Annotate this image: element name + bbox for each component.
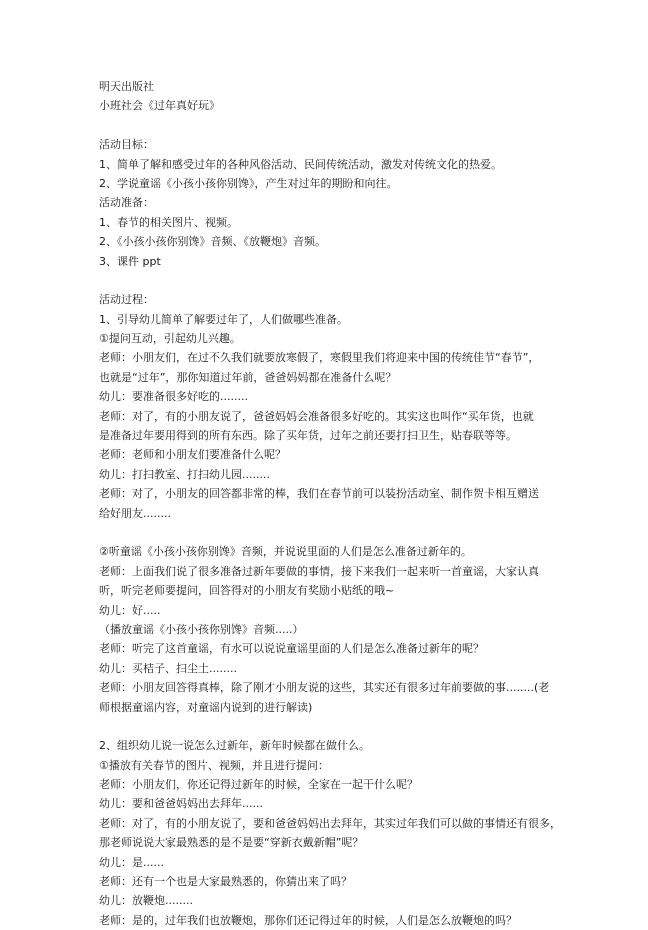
text-line: 1、春节的相关图片、视频。 — [99, 215, 238, 229]
text-line: （播放童谣《小孩小孩你别馋》音频.....） — [99, 622, 304, 636]
text-line: ①播放有关春节的图片、视频，并且进行提问： — [99, 758, 329, 772]
text-line: 老师：听完了这首童谣，有水可以说说童谣里面的人们是怎么准备过新年的呢？ — [99, 642, 484, 656]
text-line: 幼儿：是...... — [99, 855, 164, 869]
text-line: 老师：上面我们说了很多准备过新年要做的事情，接下来我们一起来听一首童谣，大家认真 — [99, 564, 539, 578]
text-line: 幼儿：要和爸爸妈妈出去拜年...... — [99, 797, 263, 811]
text-line: 师根据童谣内容，对童谣内说到的进行解读) — [99, 700, 313, 714]
text-line: 老师：对了，小朋友的回答都非常的棒，我们在春节前可以装扮活动室、制作贺卡相互赠送 — [99, 487, 539, 501]
text-line: 活动目标： — [99, 138, 154, 152]
text-line: 是准备过年要用得到的所有东西。除了买年货，过年之前还要打扫卫生，贴春联等等。 — [99, 429, 517, 443]
text-line: 也就是“过年”，那你知道过年前，爸爸妈妈都在准备什么呢？ — [99, 370, 397, 384]
text-line: 听，听完老师要提问，回答得对的小朋友有奖励小贴纸的哦~ — [99, 584, 395, 598]
text-line: 老师：还有一个也是大家最熟悉的，你猜出来了吗？ — [99, 875, 352, 889]
text-line: 3、课件 ppt — [99, 254, 161, 268]
text-line: 小班社会《过年真好玩》 — [99, 99, 220, 113]
text-line: 老师：小朋友们，在过不久我们就要放寒假了，寒假里我们将迎来中国的传统佳节“春节”， — [99, 351, 540, 365]
text-line: 2、组织幼儿说一说怎么过新年，新年时候都在做什么。 — [99, 739, 370, 753]
text-line: 老师：对了，有的小朋友说了，要和爸爸妈妈出去拜年，其实过年我们可以做的事情还有很多， — [99, 816, 561, 830]
text-line: 1、引导幼儿简单了解要过年了，人们做哪些准备。 — [99, 312, 348, 326]
text-line: 活动过程： — [99, 293, 154, 307]
text-line: 2、《小孩小孩你别馋》音频、《放鞭炮》音频。 — [99, 235, 326, 249]
text-line: 幼儿：放鞭炮........ — [99, 894, 193, 908]
text-line: 那老师说说大家最熟悉的是不是要“穿新衣戴新帽”呢？ — [99, 836, 364, 850]
text-line: ②听童谣《小孩小孩你别馋》音频，并说说里面的人们是怎么准备过新年的。 — [99, 545, 472, 559]
text-line: 活动准备： — [99, 196, 154, 210]
text-line: 2、学说童谣《小孩小孩你别馋》，产生对过年的期盼和向往。 — [99, 176, 398, 190]
blank-line — [99, 523, 569, 542]
text-line: 幼儿：要准备很多好吃的........ — [99, 390, 248, 404]
text-line: 明天出版社 — [99, 80, 154, 93]
text-line: 幼儿：打扫教室、打扫幼儿园........ — [99, 467, 270, 481]
text-line: 幼儿：买桔子、扫尘土........ — [99, 661, 237, 675]
blank-line — [99, 717, 569, 736]
text-line: 老师：对了，有的小朋友说了，爸爸妈妈会准备很多好吃的。其实这也叫作“买年货，也就 — [99, 409, 534, 423]
text-line: 老师：小朋友们，你还记得过新年的时候，全家在一起干什么呢？ — [99, 778, 418, 792]
blank-line — [99, 271, 569, 290]
text-line: 给好朋友........ — [99, 506, 171, 520]
document-body — [99, 77, 569, 930]
text-line: 老师：是的，过年我们也放鞭炮，那你们还记得过年的时候，人们是怎么放鞭炮的吗？ — [99, 913, 517, 927]
text-line: 老师：老师和小朋友们要准备什么呢？ — [99, 448, 286, 462]
text-line: ①提问互动，引起幼儿兴趣。 — [99, 332, 241, 346]
text-line: 幼儿：好..... — [99, 603, 161, 617]
text-line: 老师：小朋友回答得真棒，除了刚才小朋友说的这些，其实还有很多过年前要做的事........(老 — [99, 681, 550, 695]
text-line: 1、简单了解和感受过年的各种风俗活动、民间传统活动，激发对传统文化的热爱。 — [99, 157, 502, 171]
blank-line — [99, 116, 569, 135]
